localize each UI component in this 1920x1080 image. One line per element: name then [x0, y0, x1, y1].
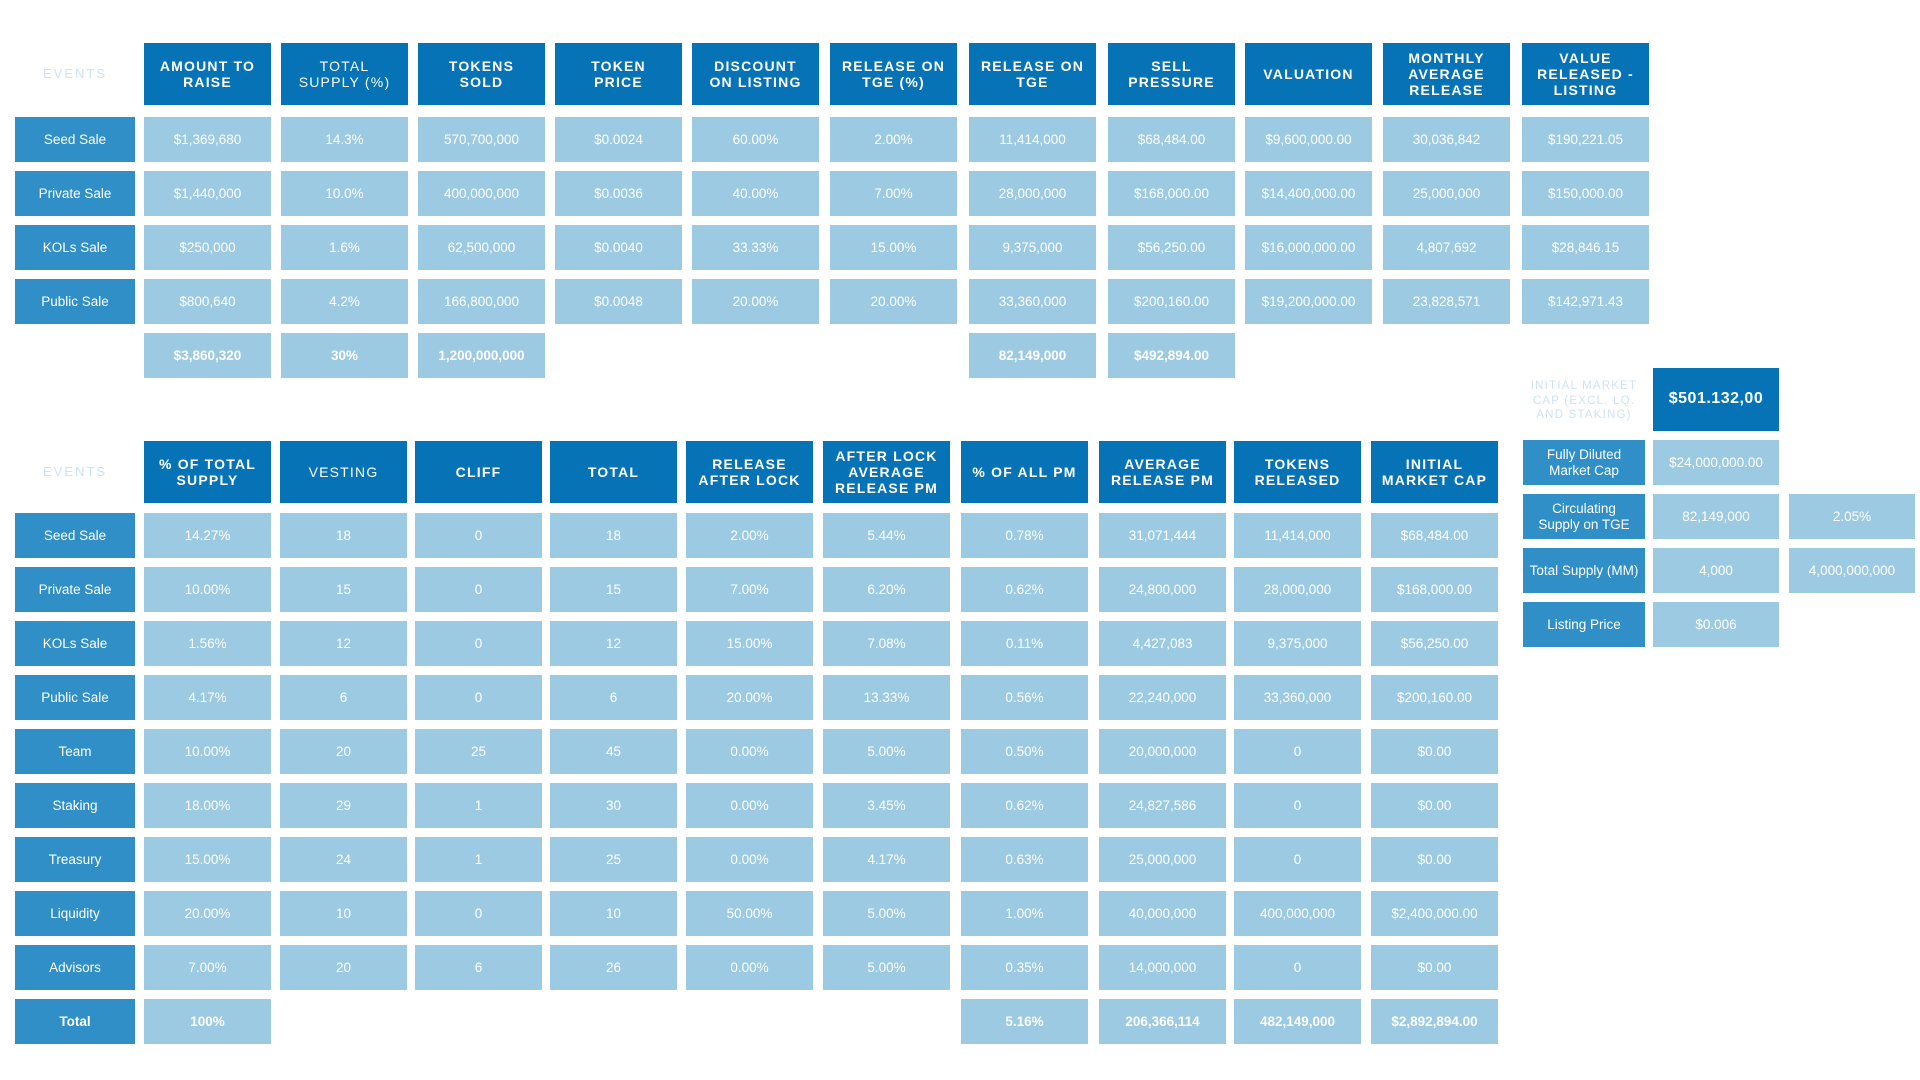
sale-header-6: RELEASE ON TGE [969, 43, 1096, 105]
vesting-cell: 0.00% [686, 729, 813, 774]
vesting-cell: 20 [280, 729, 407, 774]
circulating-supply-value: 82,149,000 [1653, 494, 1779, 539]
sale-total-sell-pressure: $492,894.00 [1108, 333, 1235, 378]
vesting-cell: 0.62% [961, 783, 1088, 828]
vesting-cell: 0.62% [961, 567, 1088, 612]
vesting-cell: 7.00% [144, 945, 271, 990]
sale-cell: 2.00% [830, 117, 957, 162]
vesting-cell: 0 [1234, 783, 1361, 828]
sale-row-label: Private Sale [15, 171, 135, 216]
vesting-cell: 20,000,000 [1099, 729, 1226, 774]
vesting-cell: 15 [550, 567, 677, 612]
fdmc-value: $24,000,000.00 [1653, 440, 1779, 485]
vesting-cell: 3.45% [823, 783, 950, 828]
vesting-cell: 1 [415, 837, 542, 882]
vesting-row-label: Staking [15, 783, 135, 828]
listing-price-label: Listing Price [1523, 602, 1645, 647]
sale-cell: 40.00% [692, 171, 819, 216]
vesting-cell: 45 [550, 729, 677, 774]
vesting-cell: 0 [1234, 729, 1361, 774]
sale-header-10: VALUE RELEASED - LISTING [1522, 43, 1649, 105]
vesting-cell: 0 [1234, 837, 1361, 882]
vesting-cell: 14,000,000 [1099, 945, 1226, 990]
vesting-cell: 25,000,000 [1099, 837, 1226, 882]
total-supply-label: Total Supply (MM) [1523, 548, 1645, 593]
sale-cell: 62,500,000 [418, 225, 545, 270]
sale-cell: $56,250.00 [1108, 225, 1235, 270]
sale-cell: 1.6% [281, 225, 408, 270]
vesting-header-0: % OF TOTAL SUPPLY [144, 441, 271, 503]
vesting-cell: $168,000.00 [1371, 567, 1498, 612]
total-supply-full: 4,000,000,000 [1789, 548, 1915, 593]
vesting-cell: 10.00% [144, 567, 271, 612]
vesting-row-label: Public Sale [15, 675, 135, 720]
vesting-row-label: Treasury [15, 837, 135, 882]
vesting-header-9: INITIAL MARKET CAP [1371, 441, 1498, 503]
sale-total-amount-to-raise: $3,860,320 [144, 333, 271, 378]
vesting-cell: 5.00% [823, 729, 950, 774]
sale-header-7: SELL PRESSURE [1108, 43, 1235, 105]
sale-cell: 30,036,842 [1383, 117, 1510, 162]
vesting-cell: 0.00% [686, 945, 813, 990]
vesting-cell: 10 [280, 891, 407, 936]
vesting-cell: $0.00 [1371, 945, 1498, 990]
vesting-cell: 10 [550, 891, 677, 936]
sale-cell: 28,000,000 [969, 171, 1096, 216]
vesting-cell: 20 [280, 945, 407, 990]
vesting-total-pct-all-pm: 5.16% [961, 999, 1088, 1044]
sale-cell: 33.33% [692, 225, 819, 270]
vesting-cell: 0.50% [961, 729, 1088, 774]
sale-header-3: TOKEN PRICE [555, 43, 682, 105]
circulating-supply-label: Circulating Supply on TGE [1523, 494, 1645, 539]
vesting-row-label: Private Sale [15, 567, 135, 612]
vesting-cell: 0 [415, 621, 542, 666]
sale-total-total-supply-pct: 30% [281, 333, 408, 378]
sale-cell: $14,400,000.00 [1245, 171, 1372, 216]
vesting-cell: 6 [280, 675, 407, 720]
sale-cell: $168,000.00 [1108, 171, 1235, 216]
vesting-cell: 1.00% [961, 891, 1088, 936]
vesting-total-average-release-pm: 206,366,114 [1099, 999, 1226, 1044]
vesting-cell: 25 [550, 837, 677, 882]
sale-header-1: TOTAL SUPPLY (%) [281, 43, 408, 105]
sale-header-9: MONTHLY AVERAGE RELEASE [1383, 43, 1510, 105]
sale-cell: $0.0036 [555, 171, 682, 216]
vesting-table-corner-label: EVENTS [42, 463, 107, 479]
vesting-cell: 30 [550, 783, 677, 828]
vesting-cell: 29 [280, 783, 407, 828]
vesting-cell: 6 [415, 945, 542, 990]
vesting-cell: 1.56% [144, 621, 271, 666]
vesting-row-label: Team [15, 729, 135, 774]
vesting-cell: $56,250.00 [1371, 621, 1498, 666]
vesting-cell: 15 [280, 567, 407, 612]
vesting-cell: 4,427,083 [1099, 621, 1226, 666]
vesting-cell: 24,827,586 [1099, 783, 1226, 828]
vesting-cell: 12 [550, 621, 677, 666]
fdmc-label: Fully Diluted Market Cap [1523, 440, 1645, 485]
sale-cell: $19,200,000.00 [1245, 279, 1372, 324]
vesting-cell: 9,375,000 [1234, 621, 1361, 666]
sale-cell: 10.0% [281, 171, 408, 216]
sale-cell: $800,640 [144, 279, 271, 324]
vesting-total-label: Total [15, 999, 135, 1044]
vesting-cell: 2.00% [686, 513, 813, 558]
sale-cell: 400,000,000 [418, 171, 545, 216]
sale-cell: $150,000.00 [1522, 171, 1649, 216]
sale-cell: $9,600,000.00 [1245, 117, 1372, 162]
vesting-cell: $68,484.00 [1371, 513, 1498, 558]
vesting-header-4: RELEASE AFTER LOCK [686, 441, 813, 503]
vesting-header-6: % OF ALL PM [961, 441, 1088, 503]
vesting-cell: 0.00% [686, 783, 813, 828]
vesting-cell: 18.00% [144, 783, 271, 828]
sale-cell: $250,000 [144, 225, 271, 270]
vesting-cell: 5.00% [823, 891, 950, 936]
sale-row-label: Public Sale [15, 279, 135, 324]
vesting-cell: 24 [280, 837, 407, 882]
sale-cell: 4,807,692 [1383, 225, 1510, 270]
sale-cell: $190,221.05 [1522, 117, 1649, 162]
sale-header-0: AMOUNT TO RAISE [144, 43, 271, 105]
vesting-total-initial-market-cap: $2,892,894.00 [1371, 999, 1498, 1044]
vesting-cell: 0.00% [686, 837, 813, 882]
vesting-header-2: CLIFF [415, 441, 542, 503]
vesting-cell: 33,360,000 [1234, 675, 1361, 720]
vesting-cell: 13.33% [823, 675, 950, 720]
sale-total-release-on-tge: 82,149,000 [969, 333, 1096, 378]
vesting-header-7: AVERAGE RELEASE PM [1099, 441, 1226, 503]
vesting-cell: $0.00 [1371, 837, 1498, 882]
sale-cell: $0.0040 [555, 225, 682, 270]
sale-cell: $16,000,000.00 [1245, 225, 1372, 270]
sale-cell: $0.0024 [555, 117, 682, 162]
vesting-cell: 0.11% [961, 621, 1088, 666]
vesting-total-tokens-released: 482,149,000 [1234, 999, 1361, 1044]
vesting-cell: 18 [550, 513, 677, 558]
vesting-cell: 0 [1234, 945, 1361, 990]
vesting-row-label: Liquidity [15, 891, 135, 936]
vesting-cell: 0 [415, 675, 542, 720]
vesting-cell: 0.56% [961, 675, 1088, 720]
sale-cell: 7.00% [830, 171, 957, 216]
vesting-cell: 0 [415, 567, 542, 612]
vesting-cell: 10.00% [144, 729, 271, 774]
sale-table-corner-label: EVENTS [42, 65, 107, 81]
sale-cell: $28,846.15 [1522, 225, 1649, 270]
circulating-supply-pct: 2.05% [1789, 494, 1915, 539]
vesting-header-5: AFTER LOCK AVERAGE RELEASE PM [823, 441, 950, 503]
vesting-cell: 24,800,000 [1099, 567, 1226, 612]
vesting-cell: 50.00% [686, 891, 813, 936]
vesting-cell: 0 [415, 891, 542, 936]
vesting-cell: 12 [280, 621, 407, 666]
sale-header-5: RELEASE ON TGE (%) [830, 43, 957, 105]
sale-cell: 166,800,000 [418, 279, 545, 324]
vesting-cell: 14.27% [144, 513, 271, 558]
vesting-cell: 15.00% [144, 837, 271, 882]
vesting-cell: 26 [550, 945, 677, 990]
sale-cell: 9,375,000 [969, 225, 1096, 270]
sale-cell: 14.3% [281, 117, 408, 162]
sale-cell: 11,414,000 [969, 117, 1096, 162]
sale-cell: 570,700,000 [418, 117, 545, 162]
vesting-cell: 25 [415, 729, 542, 774]
vesting-cell: 1 [415, 783, 542, 828]
sale-cell: $142,971.43 [1522, 279, 1649, 324]
sale-cell: $200,160.00 [1108, 279, 1235, 324]
vesting-cell: 18 [280, 513, 407, 558]
initial-market-cap-value: $501.132,00 [1653, 368, 1779, 431]
vesting-cell: 31,071,444 [1099, 513, 1226, 558]
vesting-cell: 20.00% [686, 675, 813, 720]
vesting-cell: $200,160.00 [1371, 675, 1498, 720]
vesting-cell: 20.00% [144, 891, 271, 936]
sale-row-label: Seed Sale [15, 117, 135, 162]
vesting-header-8: TOKENS RELEASED [1234, 441, 1361, 503]
sale-cell: 25,000,000 [1383, 171, 1510, 216]
vesting-cell: 11,414,000 [1234, 513, 1361, 558]
vesting-total-pct-total-supply: 100% [144, 999, 271, 1044]
vesting-cell: $0.00 [1371, 783, 1498, 828]
sale-header-8: VALUATION [1245, 43, 1372, 105]
sale-cell: $68,484.00 [1108, 117, 1235, 162]
vesting-cell: 6.20% [823, 567, 950, 612]
sale-header-4: DISCOUNT ON LISTING [692, 43, 819, 105]
vesting-cell: 4.17% [823, 837, 950, 882]
vesting-row-label: Seed Sale [15, 513, 135, 558]
vesting-cell: 400,000,000 [1234, 891, 1361, 936]
vesting-cell: 28,000,000 [1234, 567, 1361, 612]
sale-cell: 60.00% [692, 117, 819, 162]
vesting-cell: 5.00% [823, 945, 950, 990]
vesting-header-1: VESTING [280, 441, 407, 503]
vesting-cell: 40,000,000 [1099, 891, 1226, 936]
sale-header-2: TOKENS SOLD [418, 43, 545, 105]
vesting-cell: 15.00% [686, 621, 813, 666]
vesting-row-label: KOLs Sale [15, 621, 135, 666]
vesting-cell: 22,240,000 [1099, 675, 1226, 720]
vesting-cell: 6 [550, 675, 677, 720]
sale-cell: 15.00% [830, 225, 957, 270]
sale-cell: 23,828,571 [1383, 279, 1510, 324]
listing-price-value: $0.006 [1653, 602, 1779, 647]
vesting-header-3: TOTAL [550, 441, 677, 503]
vesting-cell: 0.63% [961, 837, 1088, 882]
sale-cell: 33,360,000 [969, 279, 1096, 324]
sale-total-tokens-sold: 1,200,000,000 [418, 333, 545, 378]
vesting-cell: $2,400,000.00 [1371, 891, 1498, 936]
vesting-cell: 0.78% [961, 513, 1088, 558]
vesting-cell: 5.44% [823, 513, 950, 558]
initial-market-cap-label: INITIAL MARKET CAP (EXCL. LQ. AND STAKING) [1530, 380, 1638, 422]
vesting-cell: 0.35% [961, 945, 1088, 990]
vesting-cell: $0.00 [1371, 729, 1498, 774]
sale-row-label: KOLs Sale [15, 225, 135, 270]
vesting-cell: 4.17% [144, 675, 271, 720]
vesting-cell: 7.00% [686, 567, 813, 612]
vesting-cell: 7.08% [823, 621, 950, 666]
sale-cell: $0.0048 [555, 279, 682, 324]
sale-cell: 4.2% [281, 279, 408, 324]
vesting-row-label: Advisors [15, 945, 135, 990]
sale-cell: $1,440,000 [144, 171, 271, 216]
sale-cell: 20.00% [830, 279, 957, 324]
vesting-cell: 0 [415, 513, 542, 558]
sale-cell: $1,369,680 [144, 117, 271, 162]
sale-cell: 20.00% [692, 279, 819, 324]
total-supply-mm: 4,000 [1653, 548, 1779, 593]
